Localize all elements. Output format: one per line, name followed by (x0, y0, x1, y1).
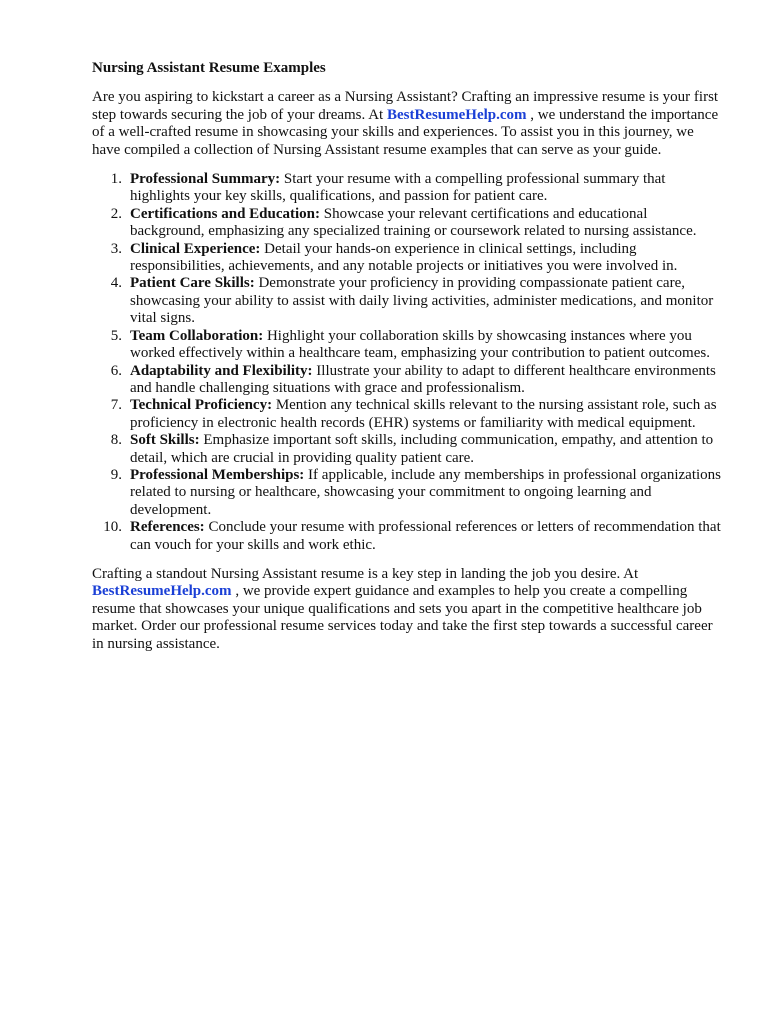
list-item-text: Mention any technical skills relevant to the nursing assistant role, such as proficiency in electronic health records (EHR) systems or familiarity with medical equipment. (130, 397, 717, 431)
list-item (92, 397, 724, 432)
list-item (92, 467, 724, 519)
intro-paragraph (92, 89, 724, 159)
outro-paragraph (92, 566, 724, 653)
list-item-number: 3. (110, 240, 122, 257)
list-item-title: Certifications and Education: (130, 205, 321, 222)
list-item-title: Professional Memberships: (130, 466, 305, 483)
list-item-number: 10. (103, 519, 122, 536)
list-item-text: Emphasize important soft skills, including communication, empathy, and attention to detail, which are crucial in providing quality patient care. (130, 432, 714, 466)
list-item-title: Clinical Experience: (130, 240, 261, 257)
list-item (92, 363, 724, 398)
list-item-text: Conclude your resume with professional references or letters of recommendation that can vouch for your skills and work ethic. (130, 519, 721, 553)
list-item (92, 206, 724, 241)
list-item-number: 6. (110, 362, 122, 379)
list-item-title: Technical Proficiency: (130, 397, 273, 414)
list-item (92, 432, 724, 467)
outro-text-end: , we provide expert guidance and examples to help you create a compelling resume that showcases your unique qualifications and sets you apart in the competitive healthcare job market. Order our professional resume services today and take the first step towards a successful career in nursing assistance. (92, 583, 713, 652)
list-item (92, 519, 724, 554)
list-item-number: 8. (110, 432, 122, 449)
list-item (92, 275, 724, 327)
list-item-text: Start your resume with a compelling professional summary that highlights your key skills, qualifications, and passion for patient care. (130, 171, 666, 205)
list-item-number: 4. (110, 275, 122, 292)
list-item-title: Professional Summary: (130, 171, 281, 188)
list-item-text: If applicable, include any memberships in professional organizations related to nursing or healthcare, showcasing your commitment to ongoing learning and development. (130, 466, 721, 518)
bestresumehelp-link[interactable]: BestResumeHelp.com (386, 106, 527, 123)
list-item-number: 9. (110, 466, 122, 483)
list-item (92, 328, 724, 363)
list-item-number: 7. (110, 397, 122, 414)
list-item (92, 171, 724, 206)
list-item-text: Illustrate your ability to adapt to different healthcare environments and handle challenging situations with grace and professionalism. (130, 362, 716, 396)
list-item-title: Soft Skills: (130, 432, 200, 449)
page-title: Nursing Assistant Resume Examples (92, 60, 326, 76)
list-item-text: Detail your hands-on experience in clinical settings, including responsibilities, achievements, and any notable projects or initiatives you were involved in. (130, 240, 678, 275)
list-item-title: Patient Care Skills: (130, 275, 255, 292)
list-item-number: 2. (110, 205, 122, 222)
intro-text-start: Are you aspiring to kickstart a career as a Nursing Assistant? Crafting an impressive resume is your first step towards securing the job of your dreams. At (92, 89, 719, 123)
list-item-number: 5. (110, 327, 122, 344)
bestresumehelp-link[interactable]: BestResumeHelp.com (92, 583, 232, 600)
list-item-text: Showcase your relevant certifications and educational background, emphasizing any specialized training or coursework related to nursing assistance. (130, 205, 697, 240)
document-page (92, 60, 724, 653)
list-item-number: 1. (110, 171, 122, 188)
list-item (92, 241, 724, 276)
list-item-text: Demonstrate your proficiency in providing compassionate patient care, showcasing your ability to assist with daily living activities, administer medications, and monitor vital signs. (130, 275, 714, 327)
list-item-text: Highlight your collaboration skills by showcasing instances where you worked effectively within a healthcare team, emphasizing your contribution to patient outcomes. (130, 327, 710, 362)
intro-text-end: , we understand the importance of a well-crafted resume in showcasing your skills and experiences. To assist you in this journey, we have compiled a collection of Nursing Assistant resume examples that can serve as your guide. (92, 106, 719, 158)
list-item-title: References: (130, 519, 205, 536)
list-item-title: Team Collaboration: (130, 327, 264, 344)
list-item-title: Adaptability and Flexibility: (130, 362, 313, 379)
outro-text-start: Crafting a standout Nursing Assistant resume is a key step in landing the job you desire. At (92, 565, 639, 582)
tips-list (92, 171, 724, 554)
